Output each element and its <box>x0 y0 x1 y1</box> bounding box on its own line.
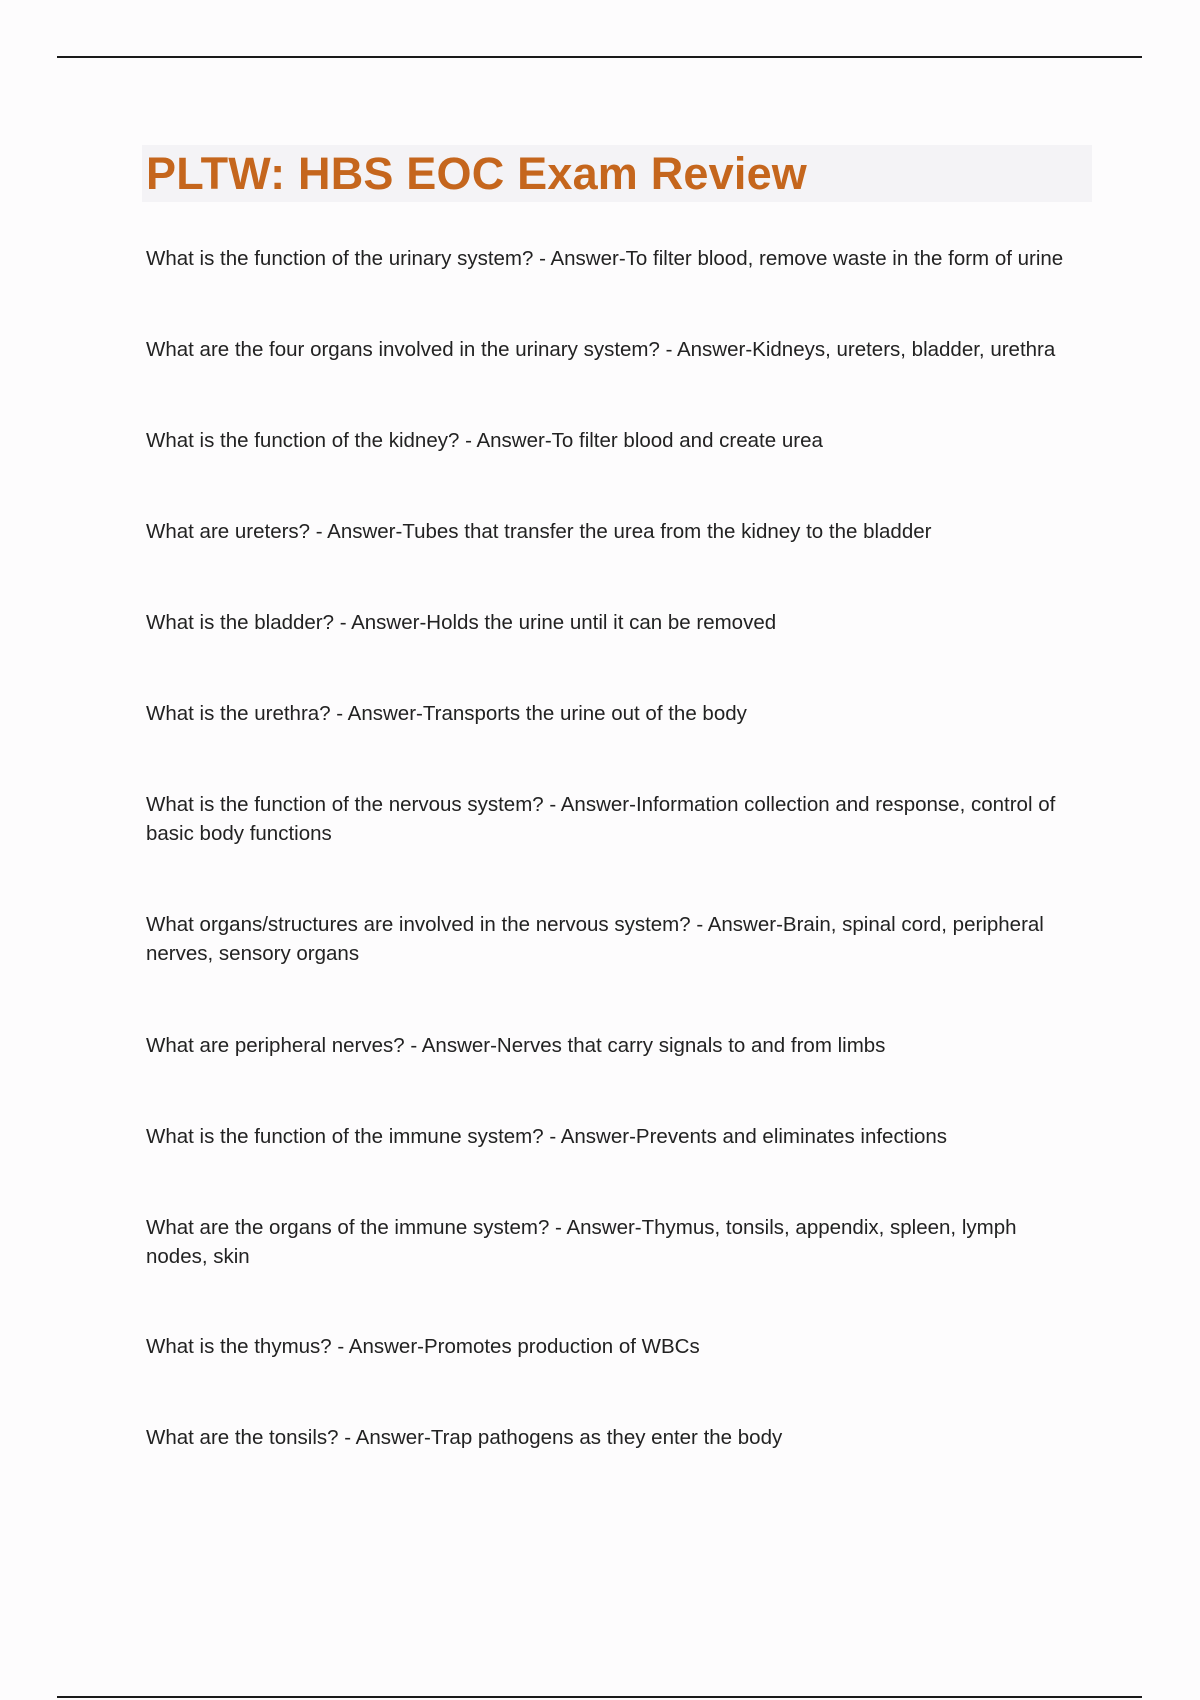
qa-text: What is the function of the urinary system? - Answer-To filter blood, remove waste in the form of urine <box>146 247 1064 270</box>
qa-list <box>146 244 1076 1463</box>
page-title: PLTW: HBS EOC Exam Review <box>146 148 807 199</box>
qa-text: What are peripheral nerves? - Answer-Nerves that carry signals to and from limbs <box>146 1034 886 1057</box>
qa-text: What is the thymus? - Answer-Promotes production of WBCs <box>146 1335 700 1358</box>
qa-item <box>146 910 1076 1031</box>
qa-item <box>146 790 1076 910</box>
qa-item <box>146 426 1076 517</box>
top-rule <box>57 56 1142 58</box>
qa-item <box>146 335 1076 426</box>
qa-text: What is the function of the nervous system? - Answer-Information collection and response, control of basic body functions <box>146 793 1056 845</box>
qa-item <box>146 608 1076 699</box>
qa-text: What are the tonsils? - Answer-Trap pathogens as they enter the body <box>146 1426 783 1449</box>
qa-item <box>146 1031 1076 1122</box>
qa-text: What organs/structures are involved in the nervous system? - Answer-Brain, spinal cord, peripheral nerves, sensory organs <box>146 913 1044 965</box>
qa-item <box>146 699 1076 790</box>
qa-text: What are the four organs involved in the urinary system? - Answer-Kidneys, ureters, bladder, urethra <box>146 338 1056 361</box>
qa-text: What is the function of the immune system? - Answer-Prevents and eliminates infections <box>146 1125 948 1148</box>
bottom-rule <box>57 1696 1142 1698</box>
qa-item <box>146 1332 1076 1423</box>
qa-text: What is the bladder? - Answer-Holds the urine until it can be removed <box>146 611 777 634</box>
qa-item <box>146 1122 1076 1213</box>
qa-item <box>146 244 1076 335</box>
qa-text: What are the organs of the immune system? - Answer-Thymus, tonsils, appendix, spleen, lymph nodes, skin <box>146 1216 1017 1268</box>
qa-item <box>146 1423 1076 1463</box>
qa-item <box>146 517 1076 608</box>
qa-text: What is the urethra? - Answer-Transports the urine out of the body <box>146 702 747 725</box>
qa-text: What is the function of the kidney? - Answer-To filter blood and create urea <box>146 429 823 452</box>
qa-item <box>146 1213 1076 1332</box>
qa-text: What are ureters? - Answer-Tubes that transfer the urea from the kidney to the bladder <box>146 520 932 543</box>
